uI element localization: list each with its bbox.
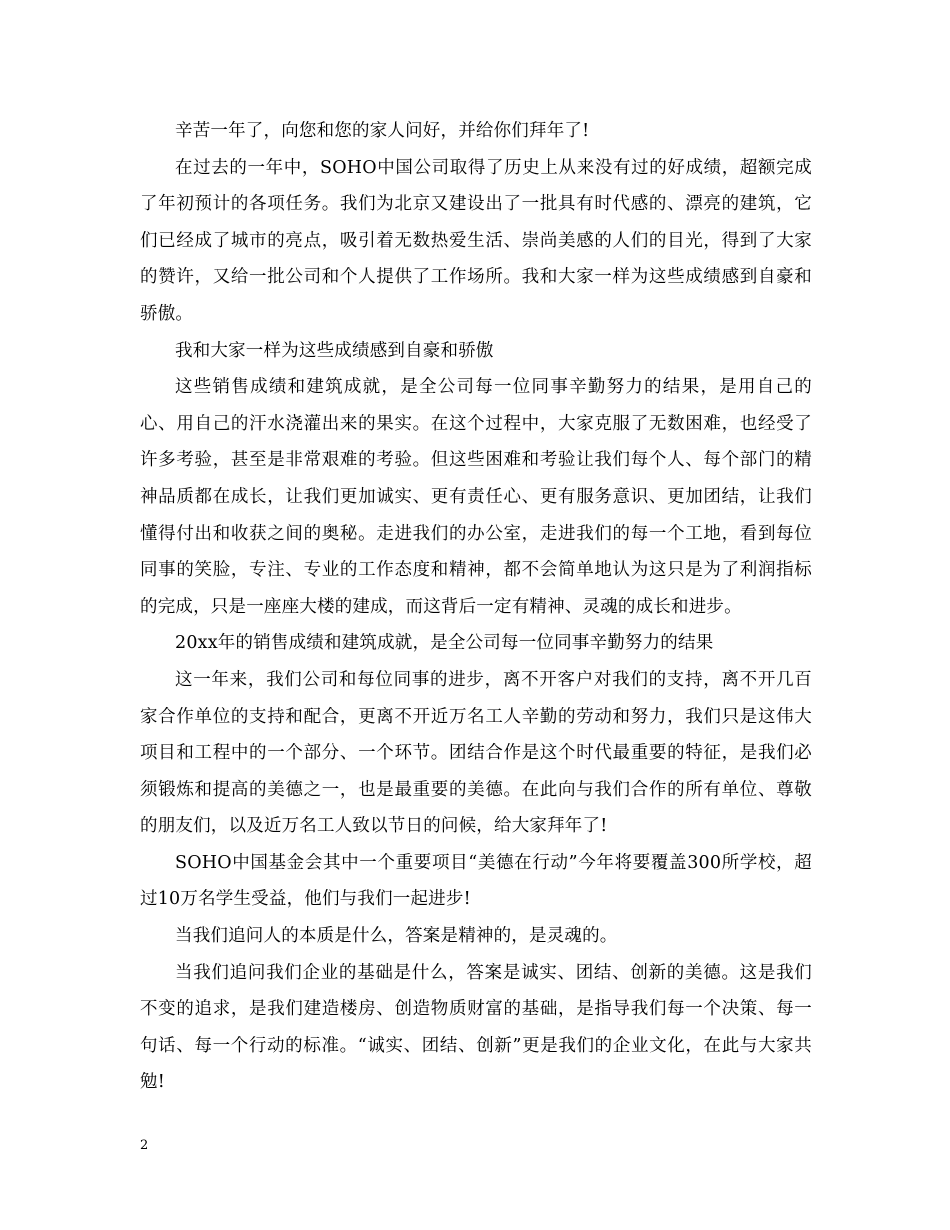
paragraph-achievements: 在过去的一年中，SOHO中国公司取得了历史上从来没有过的好成绩，超额完成了年初预计的各项任务。我们为北京又建设出了一批具有时代感的、漂亮的建筑，它们已经成了城市的亮点，吸引着无数热爱生活、崇尚美感的人们的目光，得到了大家的赞许，又给一批公司和个人提供了工作场所。我和大家一样为这些成绩感到自豪和骄傲。: [140, 157, 812, 324]
paragraph-effort: 这些销售成绩和建筑成就，是全公司每一位同事辛勤努力的结果，是用自己的心、用自己的汗水浇灌出来的果实。在这个过程中，大家克服了无数困难，也经受了许多考验，甚至是非常艰难的考验。但这些困难和考验让我们每个人、每个部门的精神品质都在成长，让我们更加诚实、更有责任心、更有服务意识、更加团结，让我们懂得付出和收获之间的奥秘。走进我们的办公室，走进我们的每一个工地，看到每位同事的笑脸，专注、专业的工作态度和精神，都不会简单地认为这只是为了利润指标的完成，只是一座座大楼的建成，而这背后一定有精神、灵魂的成长和进步。: [140, 377, 812, 617]
paragraph-essence: 当我们追问人的本质是什么，答案是精神的，是灵魂的。: [175, 926, 618, 947]
document-body: [140, 113, 812, 1101]
page-number: 2: [140, 1138, 149, 1153]
paragraph-results-heading: 20xx年的销售成绩和建筑成就，是全公司每一位同事辛勤努力的结果: [175, 633, 714, 654]
paragraph-foundation: SOHO中国基金会其中一个重要项目“美德在行动”今年将要覆盖300所学校，超过10万名学生受益，他们与我们一起进步!: [140, 852, 812, 910]
paragraph-partners: 这一年来，我们公司和每位同事的进步，离不开客户对我们的支持，离不开几百家合作单位的支持和配合，更离不开近万名工人辛勤的劳动和努力，我们只是这伟大项目和工程中的一个部分、一个环节。团结合作是这个时代最重要的特征，是我们必须锻炼和提高的美德之一，也是最重要的美德。在此向与我们合作的所有单位、尊敬的朋友们，以及近万名工人致以节日的问候，给大家拜年了!: [140, 669, 812, 837]
paragraph-greeting: 辛苦一年了，向您和您的家人问好，并给你们拜年了!: [175, 121, 590, 141]
paragraph-values: 当我们追问我们企业的基础是什么，答案是诚实、团结、创新的美德。这是我们不变的追求，是我们建造楼房、创造物质财富的基础，是指导我们每一个决策、每一句话、每一个行动的标准。“诚实、团结、创新”更是我们的企业文化，在此与大家共勉!: [140, 962, 812, 1093]
paragraph-pride-heading: 我和大家一样为这些成绩感到自豪和骄傲: [175, 340, 494, 361]
